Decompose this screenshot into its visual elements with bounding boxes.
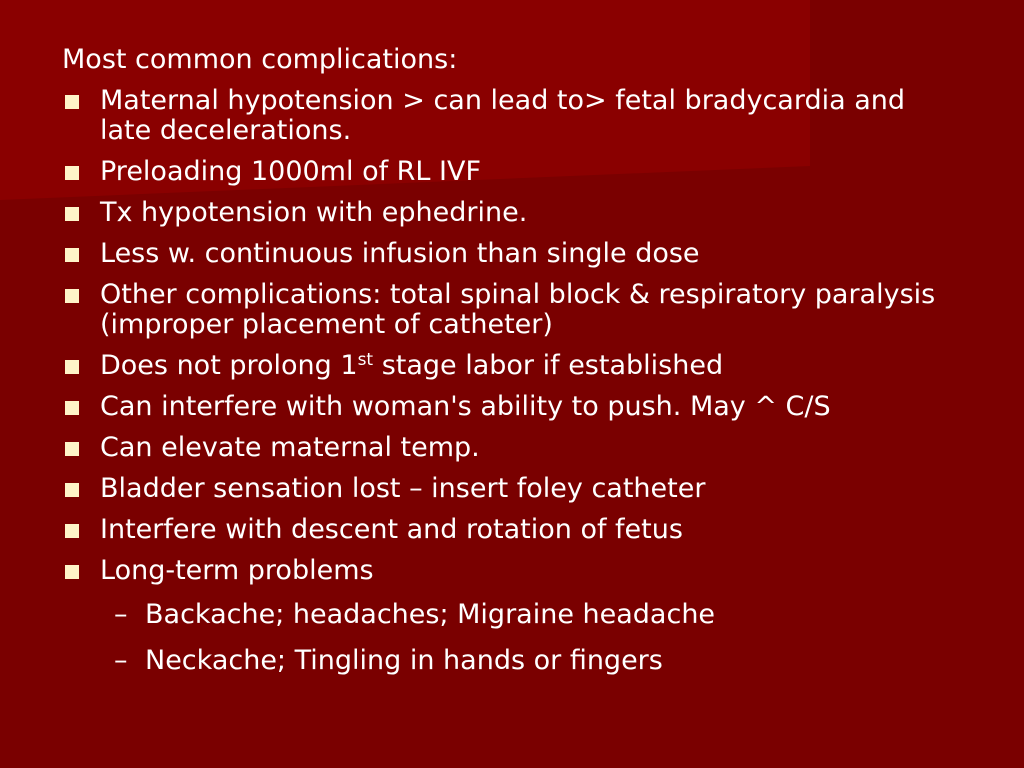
bullet-text: Can interfere with woman's ability to push. May ^ C/S <box>100 391 831 422</box>
sub-bullet-list <box>100 600 962 676</box>
square-bullet-icon <box>65 248 79 262</box>
square-bullet-icon <box>65 207 79 221</box>
bullet-text: Tx hypotension with ephedrine. <box>100 197 528 228</box>
square-bullet-icon <box>65 524 79 538</box>
bullet-item <box>62 239 962 269</box>
square-bullet-icon <box>65 401 79 415</box>
bullet-text-part: stage labor if established <box>373 350 724 381</box>
bullet-item <box>62 433 962 463</box>
sub-bullet-item <box>100 600 962 630</box>
bullet-text: Interfere with descent and rotation of fetus <box>100 514 683 545</box>
bullet-item <box>62 351 962 381</box>
bullet-text: Can elevate maternal temp. <box>100 432 480 463</box>
bullet-text: Bladder sensation lost – insert foley catheter <box>100 473 706 504</box>
dash-marker: – <box>114 645 128 676</box>
square-bullet-icon <box>65 483 79 497</box>
dash-marker: – <box>114 599 128 630</box>
square-bullet-icon <box>65 565 79 579</box>
sub-bullet-text: Neckache; Tingling in hands or fingers <box>145 645 663 676</box>
sub-bullet-item <box>100 646 962 676</box>
square-bullet-icon <box>65 166 79 180</box>
bullet-text: Long-term problems <box>100 555 374 586</box>
bullet-text <box>100 350 723 381</box>
bullet-text-part: Does not prolong 1 <box>100 350 358 381</box>
bullet-item <box>62 392 962 422</box>
bullet-item <box>62 157 962 187</box>
square-bullet-icon <box>65 360 79 374</box>
square-bullet-icon <box>65 95 79 109</box>
bullet-list <box>62 86 962 676</box>
bullet-text: Maternal hypotension > can lead to> fetal bradycardia and late decelerations. <box>100 85 906 146</box>
sub-bullet-text: Backache; headaches; Migraine headache <box>145 599 716 630</box>
bullet-item <box>62 515 962 545</box>
bullet-text: Preloading 1000ml of RL IVF <box>100 156 482 187</box>
bullet-item <box>62 280 962 340</box>
bullet-item <box>62 474 962 504</box>
square-bullet-icon <box>65 442 79 456</box>
square-bullet-icon <box>65 289 79 303</box>
bullet-item <box>62 556 962 676</box>
bullet-item <box>62 198 962 228</box>
slide-heading: Most common complications: <box>62 44 458 75</box>
bullet-text: Other complications: total spinal block & respiratory paralysis (improper placement of catheter) <box>100 279 936 340</box>
bullet-item <box>62 86 962 146</box>
ordinal-superscript: st <box>357 350 374 370</box>
slide-content <box>62 44 962 692</box>
bullet-text: Less w. continuous infusion than single dose <box>100 238 700 269</box>
